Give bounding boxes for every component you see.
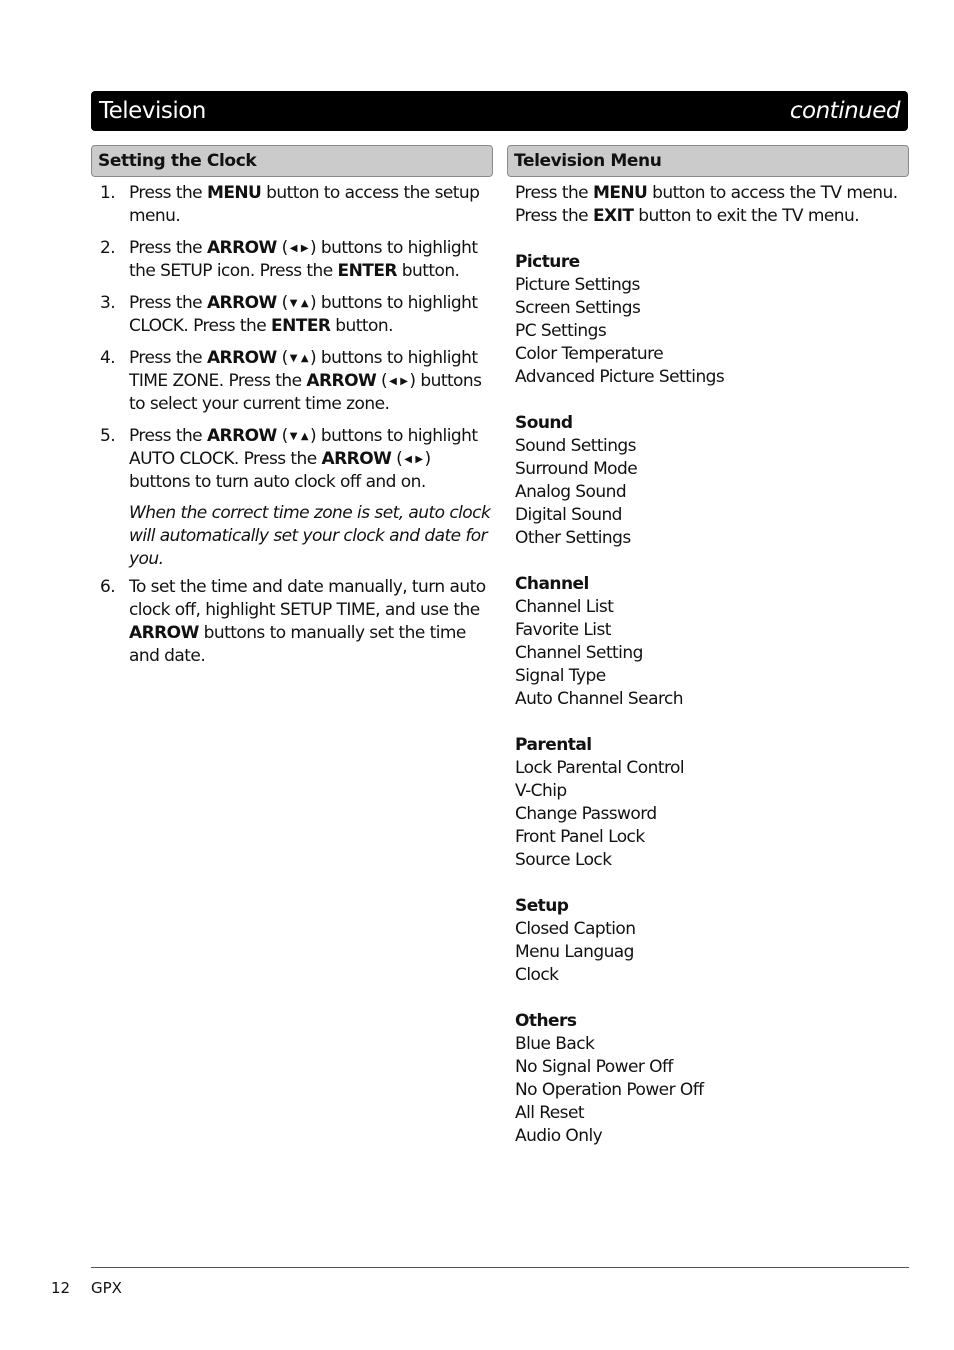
step-text: ) buttons to highlight TIME ZONE. Press the xyxy=(129,348,478,391)
list-item xyxy=(91,425,491,494)
step-bold-text: ARROW xyxy=(129,623,199,643)
list-item: Sound Settings xyxy=(515,436,636,456)
arrow-down-icon: ▼ xyxy=(289,353,297,364)
arrow-left-icon: ◀ xyxy=(404,454,412,465)
step-text: Press the xyxy=(129,426,207,446)
step-number: 2. xyxy=(100,238,116,258)
arrow-right-icon: ▶ xyxy=(415,454,423,465)
intro-text: button to access the TV menu. xyxy=(647,183,898,203)
arrow-left-icon: ◀ xyxy=(289,243,297,254)
step-text: button. xyxy=(330,316,393,336)
arrow-down-icon: ▼ xyxy=(289,298,297,309)
step-bold-text: ARROW xyxy=(206,348,277,368)
list-item: Channel List xyxy=(515,597,614,617)
menu-group-sound xyxy=(515,412,915,550)
tv-menu-content xyxy=(515,182,915,1171)
step-text: ( xyxy=(276,293,288,313)
menu-group-title: Picture xyxy=(515,252,580,272)
intro-text: button to exit the TV menu. xyxy=(633,206,860,226)
intro-text: Press the xyxy=(515,183,593,203)
list-item xyxy=(91,347,491,416)
tv-menu-intro xyxy=(515,182,915,228)
step-text: ) buttons to highlight the SETUP icon. Press the xyxy=(129,238,478,281)
list-item: No Signal Power Off xyxy=(515,1057,673,1077)
arrow-right-icon: ▶ xyxy=(400,376,408,387)
list-item xyxy=(91,292,491,338)
menu-group-title: Others xyxy=(515,1011,577,1031)
list-item: Color Temperature xyxy=(515,344,664,364)
step-text: button to access the setup menu. xyxy=(129,183,480,226)
footer-divider xyxy=(91,1267,909,1268)
list-item xyxy=(91,576,491,668)
step-bold-text: ENTER xyxy=(337,261,397,281)
list-item: No Operation Power Off xyxy=(515,1080,704,1100)
arrow-up-icon: ▲ xyxy=(300,298,308,309)
list-item: Audio Only xyxy=(515,1126,603,1146)
intro-line-exit xyxy=(515,205,915,228)
list-item: Analog Sound xyxy=(515,482,627,502)
menu-group-title: Channel xyxy=(515,574,589,594)
menu-group-title: Sound xyxy=(515,413,573,433)
list-item: All Reset xyxy=(515,1103,585,1123)
page-number: 12 xyxy=(51,1279,71,1297)
list-item: Menu Languag xyxy=(515,942,634,962)
page-header-title: Television xyxy=(99,98,206,124)
list-item: Picture Settings xyxy=(515,275,640,295)
section-heading-setting-clock: Setting the Clock xyxy=(91,145,493,177)
step-text: ( xyxy=(276,238,288,258)
list-item: Signal Type xyxy=(515,666,606,686)
menu-group-channel xyxy=(515,573,915,711)
step-number: 4. xyxy=(100,348,116,368)
arrow-right-icon: ▶ xyxy=(300,243,308,254)
step-text: Press the xyxy=(129,293,207,313)
list-item: Clock xyxy=(515,965,559,985)
step-text: buttons to manually set the time and date. xyxy=(129,623,466,666)
list-item: Blue Back xyxy=(515,1034,595,1054)
step-text: Press the xyxy=(129,183,207,203)
arrow-up-icon: ▲ xyxy=(300,431,308,442)
clock-steps-list-continued xyxy=(91,576,491,668)
list-item: Advanced Picture Settings xyxy=(515,367,725,387)
step-text: ( xyxy=(276,426,288,446)
step-bold-text: ARROW xyxy=(321,449,392,469)
menu-group-title: Parental xyxy=(515,735,592,755)
list-item: Favorite List xyxy=(515,620,611,640)
step-bold-text: ARROW xyxy=(206,293,277,313)
step-text: ( xyxy=(391,449,403,469)
step-text: button. xyxy=(396,261,460,281)
footer-brand: GPX xyxy=(91,1279,122,1297)
page-header-banner xyxy=(91,91,908,131)
arrow-down-icon: ▼ xyxy=(289,431,297,442)
list-item: Screen Settings xyxy=(515,298,641,318)
menu-group-picture xyxy=(515,251,915,389)
step-text: ) buttons to turn auto clock off and on. xyxy=(129,449,431,492)
clock-steps-list xyxy=(91,182,491,494)
menu-group-others xyxy=(515,1010,915,1148)
list-item: Channel Setting xyxy=(515,643,643,663)
list-item: Front Panel Lock xyxy=(515,827,645,847)
step-text: ( xyxy=(376,371,388,391)
intro-text: Press the xyxy=(515,206,593,226)
list-item xyxy=(91,182,491,228)
step-bold-text: ARROW xyxy=(306,371,377,391)
list-item: Closed Caption xyxy=(515,919,636,939)
step-text: ( xyxy=(276,348,288,368)
intro-line-menu xyxy=(515,182,915,205)
list-item: V-Chip xyxy=(515,781,567,801)
list-item: Surround Mode xyxy=(515,459,638,479)
list-item: Digital Sound xyxy=(515,505,622,525)
page-header-continued: continued xyxy=(789,98,900,124)
step-bold-text: ENTER xyxy=(271,316,331,336)
step-number: 6. xyxy=(100,577,116,597)
intro-bold-text: EXIT xyxy=(592,206,634,226)
menu-group-title: Setup xyxy=(515,896,569,916)
step-bold-text: MENU xyxy=(206,183,262,203)
list-item: Lock Parental Control xyxy=(515,758,685,778)
list-item xyxy=(91,237,491,283)
step-text: ) buttons to select your current time zone. xyxy=(129,371,482,414)
step-text: ) buttons to highlight CLOCK. Press the xyxy=(129,293,478,336)
list-item: PC Settings xyxy=(515,321,607,341)
arrow-up-icon: ▲ xyxy=(300,353,308,364)
arrow-left-icon: ◀ xyxy=(389,376,397,387)
intro-bold-text: MENU xyxy=(592,183,648,203)
step-number: 3. xyxy=(100,293,116,313)
menu-group-parental xyxy=(515,734,915,872)
section-heading-television-menu: Television Menu xyxy=(507,145,909,177)
list-item: Change Password xyxy=(515,804,657,824)
step-text: To set the time and date manually, turn auto clock off, highlight SETUP TIME, and use the xyxy=(129,577,486,620)
menu-group-setup xyxy=(515,895,915,987)
step-number: 5. xyxy=(100,426,116,446)
step-text: Press the xyxy=(129,348,207,368)
step-bold-text: ARROW xyxy=(206,238,277,258)
clock-instructions xyxy=(91,182,491,677)
step-text: Press the xyxy=(129,238,207,258)
list-item: Other Settings xyxy=(515,528,631,548)
auto-clock-note: When the correct time zone is set, auto clock will automatically set your clock and date for you. xyxy=(129,503,491,569)
step-text: ) buttons to highlight AUTO CLOCK. Press the xyxy=(129,426,478,469)
list-item: Auto Channel Search xyxy=(515,689,684,709)
step-number: 1. xyxy=(100,183,116,203)
list-item: Source Lock xyxy=(515,850,612,870)
step-bold-text: ARROW xyxy=(206,426,277,446)
